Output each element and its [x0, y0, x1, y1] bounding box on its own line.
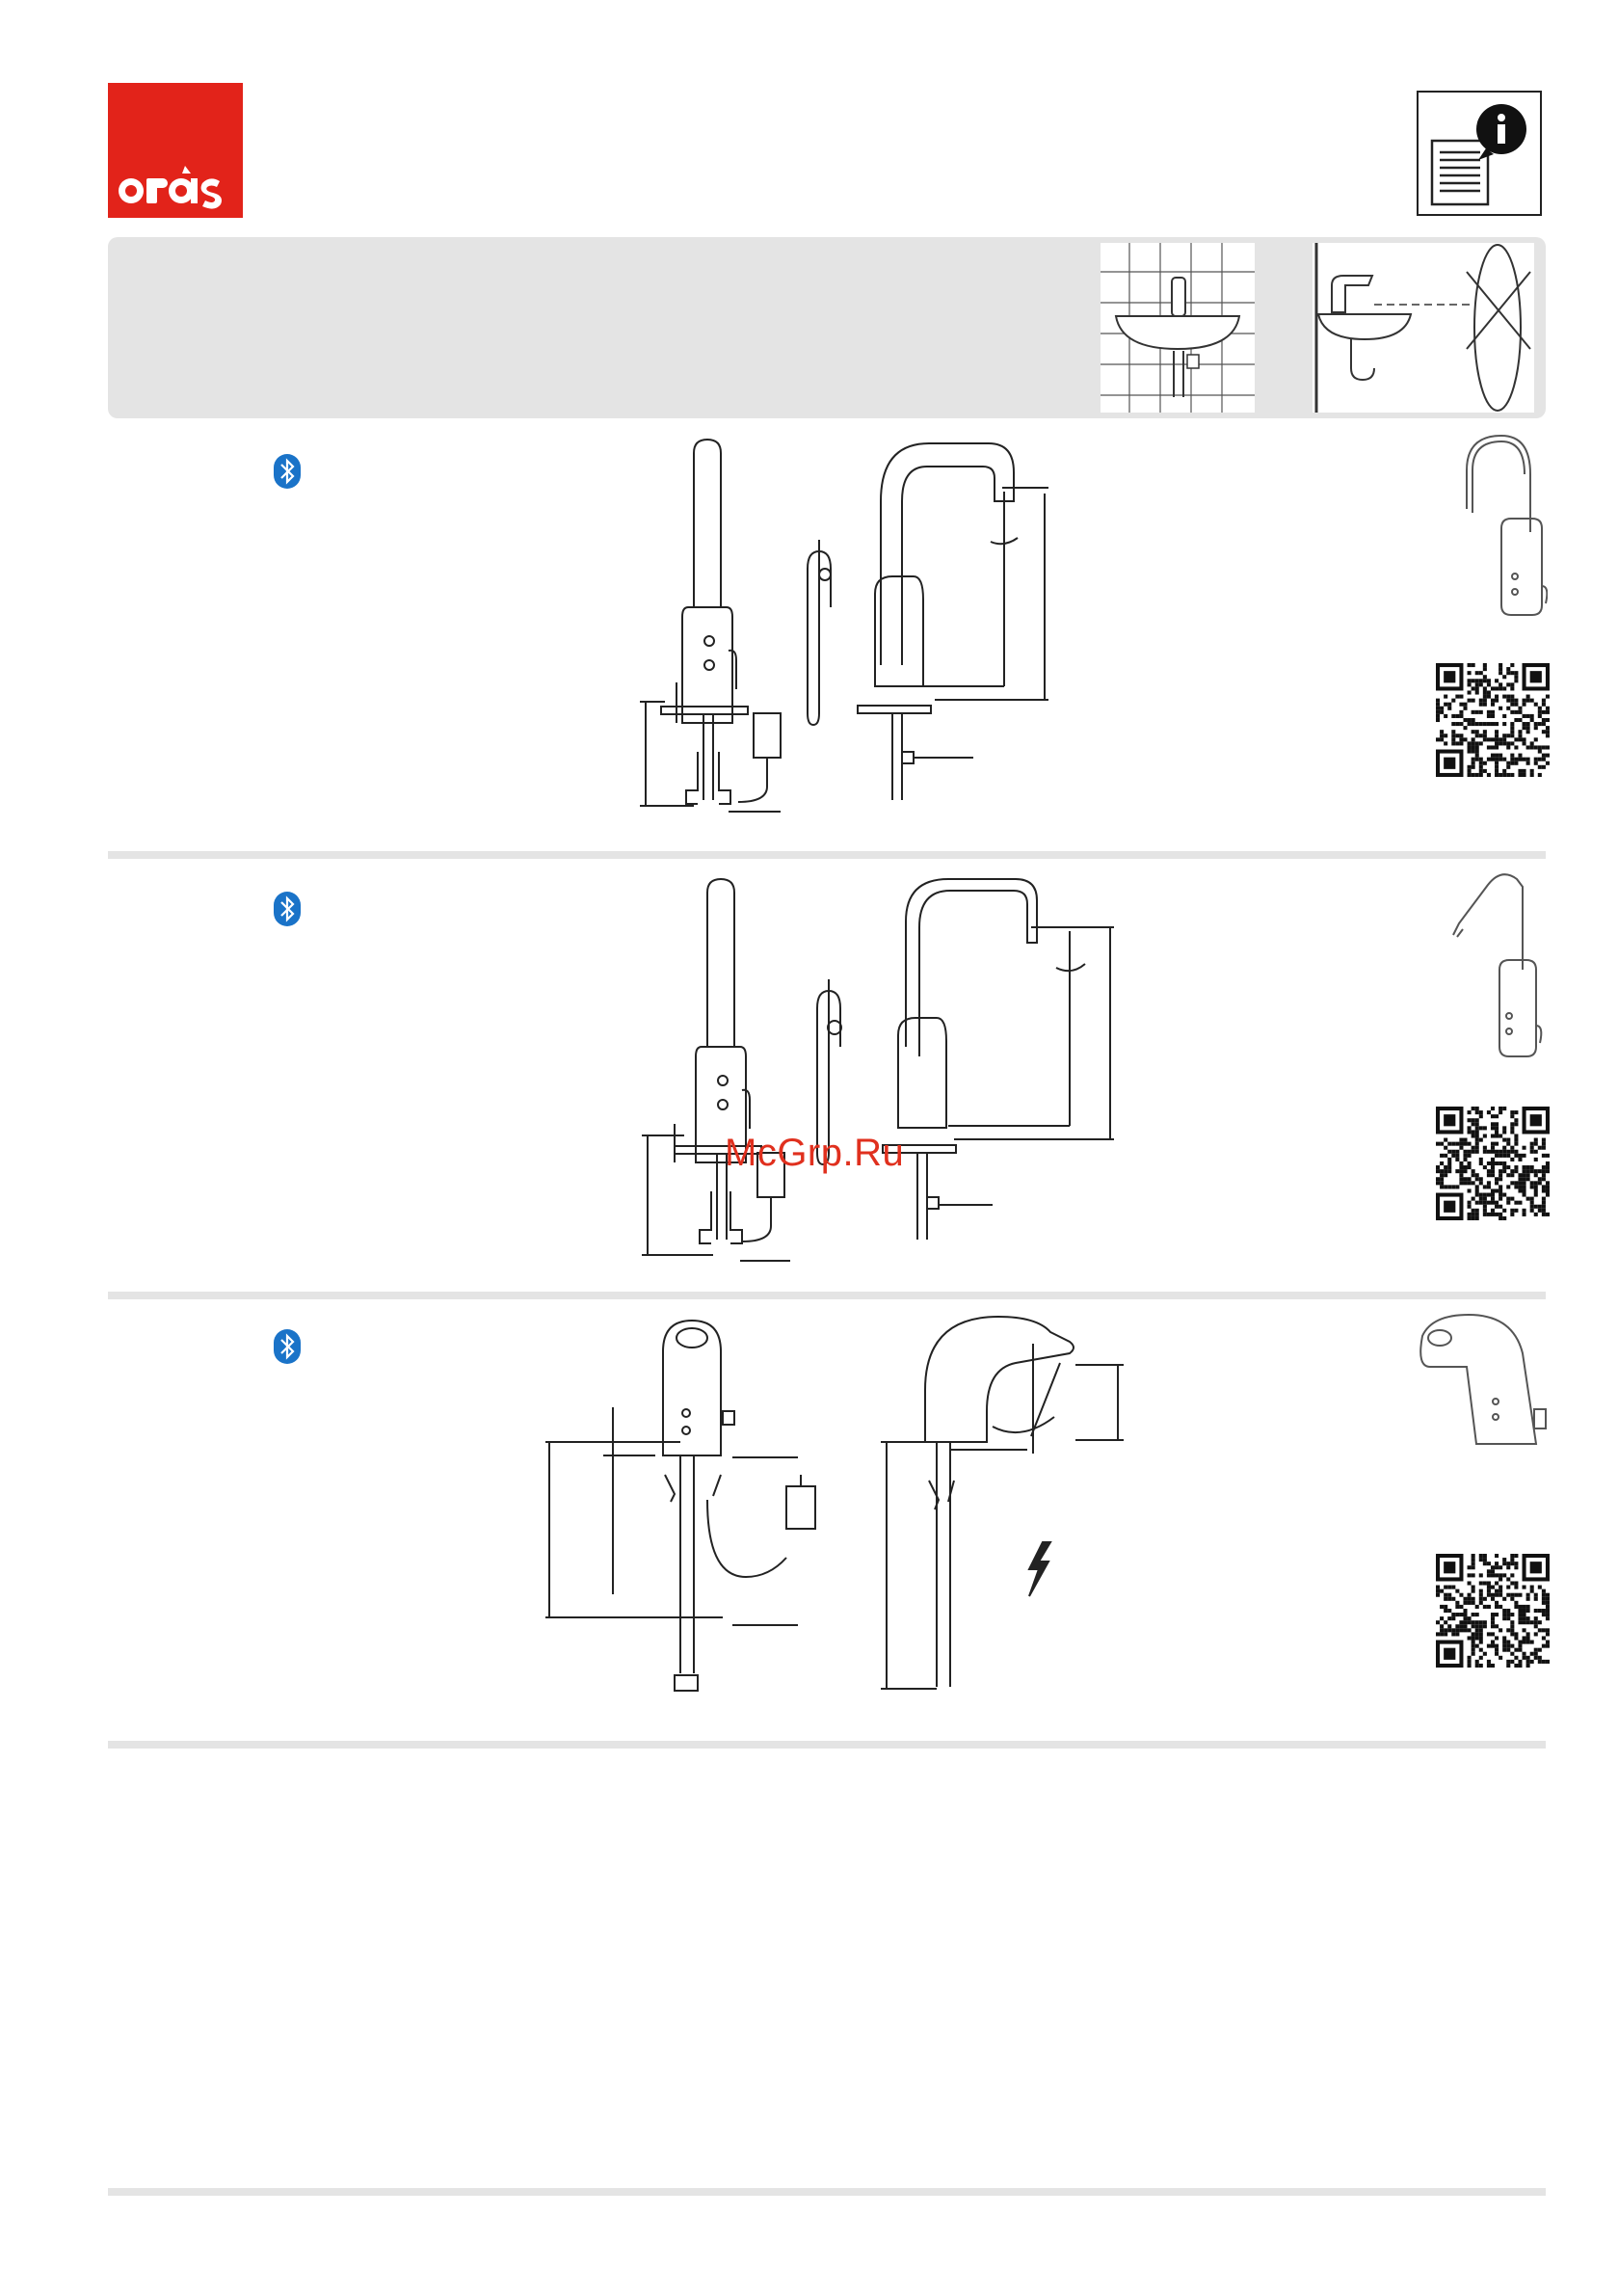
watermark: McGrp.Ru: [725, 1132, 905, 1174]
faucet-square-spout-product-image: [1438, 854, 1546, 1066]
header-band: [108, 237, 1546, 418]
section-divider: [108, 2188, 1546, 2196]
info-document-icon: [1417, 91, 1542, 216]
faucet-high-spout-technical-drawing: [617, 434, 1079, 819]
faucet-square-spout-technical-drawing: [626, 873, 1147, 1268]
oras-logo: [108, 83, 243, 218]
bluetooth-icon: [273, 891, 302, 927]
tiled-wall-washbasin-illustration: [1101, 243, 1255, 413]
faucet-high-spout-product-image: [1447, 432, 1548, 625]
section-divider: [108, 851, 1546, 859]
section-divider: [108, 1292, 1546, 1299]
faucet-short-technical-drawing: [540, 1311, 1156, 1696]
oras-logo-mark: [108, 83, 243, 218]
qr-code-icon: [1436, 1554, 1550, 1668]
qr-code-icon: [1436, 663, 1550, 777]
no-mirror-reflection-illustration: [1313, 243, 1534, 413]
faucet-short-product-image: [1417, 1309, 1553, 1454]
bluetooth-icon: [273, 453, 302, 490]
bluetooth-icon: [273, 1328, 302, 1365]
section-divider: [108, 1741, 1546, 1749]
qr-code-icon: [1436, 1107, 1550, 1220]
